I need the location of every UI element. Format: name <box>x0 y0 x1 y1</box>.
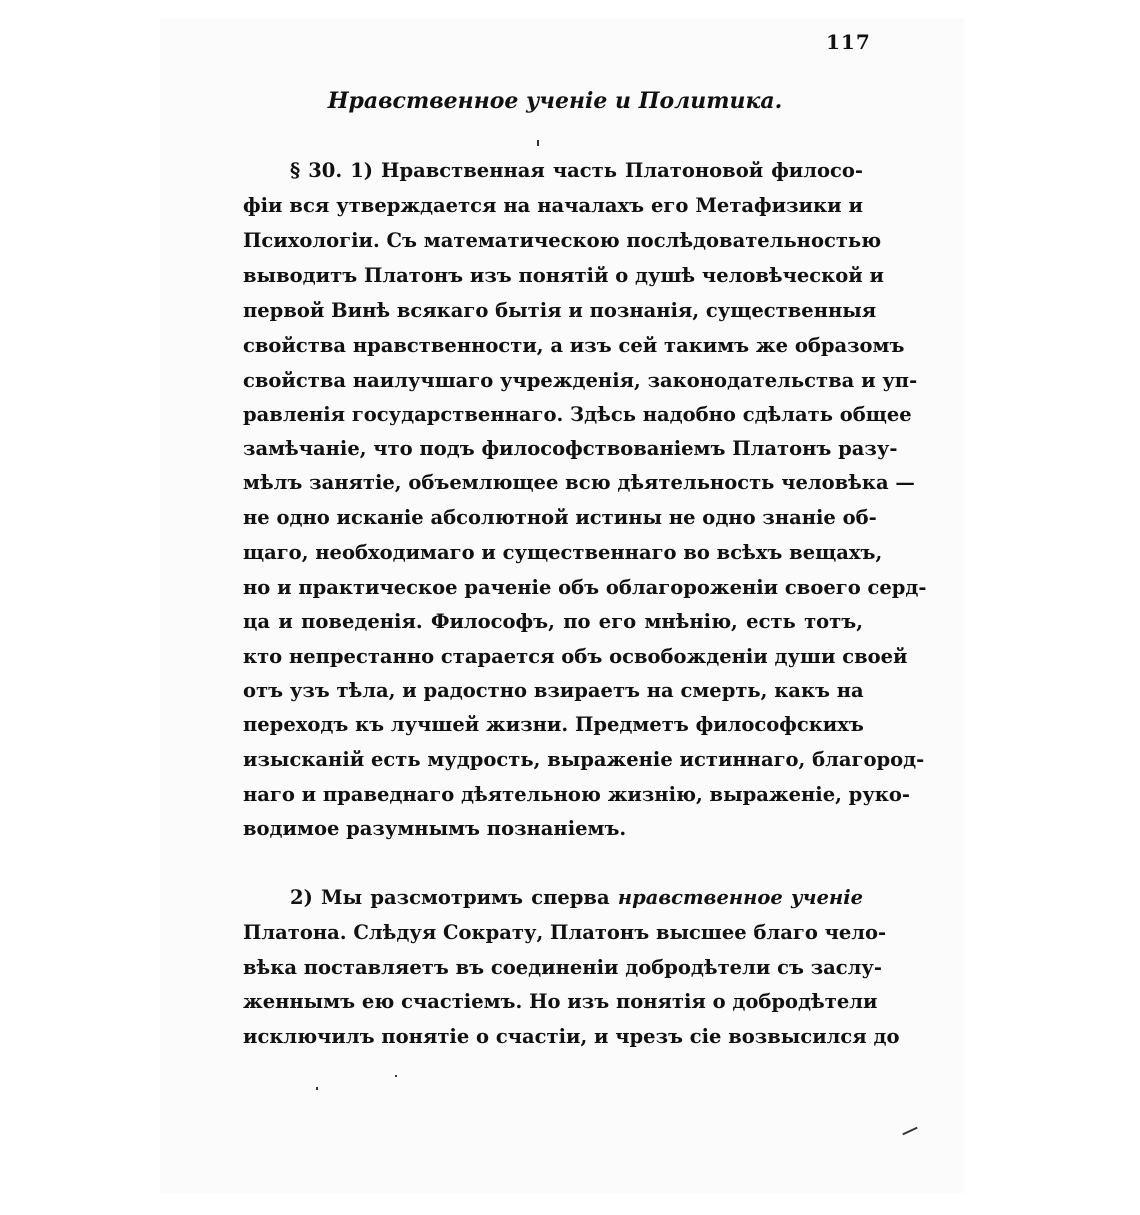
scan-speck <box>395 1075 397 1077</box>
p1-line-11: не одно исканіе абсолютной истины не одно знаніе об- <box>243 506 877 529</box>
scan-speck <box>316 1087 318 1090</box>
p1-line-6: свойства нравственности, а изъ сей такимъ же образомъ <box>243 334 905 357</box>
p1-line-2: фіи вся утверждается на началахъ его Метафизики и <box>243 194 863 217</box>
scan-speck <box>537 140 539 146</box>
p1-line-20: водимое разумнымъ познаніемъ. <box>243 817 627 840</box>
p2-line-2: Платона. Слѣдуя Сократу, Платонъ высшее благо чело- <box>243 921 887 944</box>
p2-line-1-text: 2) Мы разсмотримъ сперва <box>290 886 610 909</box>
p1-line-12: щаго, необходимаго и существеннаго во всѣхъ вещахъ, <box>243 541 883 564</box>
p1-line-18: изысканій есть мудрость, выраженіе истиннаго, благород- <box>243 748 925 771</box>
p2-line-3: вѣка поставляетъ въ соединеніи добродѣтели съ заслу- <box>243 956 882 979</box>
p1-line-3: Психологіи. Съ математическою послѣдовательностью <box>243 229 882 252</box>
p1-line-7: свойства наилучшаго учрежденія, законодательства и уп- <box>243 369 918 392</box>
p1-line-14: ца и поведенія. Философъ, по его мнѣнію, есть тотъ, <box>243 610 863 633</box>
p1-line-10: мѣлъ занятіе, объемлющее всю дѣятельность человѣка — <box>243 471 915 494</box>
p1-line-19: наго и праведнаго дѣятельною жизнію, выраженіе, руко- <box>243 783 910 806</box>
section-heading: Нравственное ученіе и Политика. <box>327 88 783 114</box>
p1-line-17: переходъ къ лучшей жизни. Предметъ философскихъ <box>243 713 864 736</box>
p1-line-8: равленія государственнаго. Здѣсь надобно сдѣлать общее <box>243 403 912 426</box>
p2-line-1-emphasis: нравственное ученіе <box>617 886 864 909</box>
p1-line-16: отъ узъ тѣла, и радостно взираетъ на смерть, какъ на <box>243 679 864 702</box>
p1-line-15: кто непрестанно старается объ освобожденіи души своей <box>243 645 908 668</box>
p1-line-5: первой Винѣ всякаго бытія и познанія, существенныя <box>243 299 877 322</box>
p2-line-4: женнымъ ею счастіемъ. Но изъ понятія о добродѣтели <box>243 990 878 1013</box>
p1-line-4: выводитъ Платонъ изъ понятій о душѣ человѣческой и <box>243 264 884 287</box>
p1-line-1: § 30. 1) Нравственная часть Платоновой филосо- <box>290 159 863 182</box>
page-number: 117 <box>826 30 871 54</box>
p1-line-13: но и практическое раченіе объ облагороженіи своего серд- <box>243 576 927 599</box>
p1-line-9: замѣчаніе, что подъ философствованіемъ Платонъ разу- <box>243 437 898 460</box>
p2-line-5: исключилъ понятіе о счастіи, и чрезъ сіе возвысился до <box>243 1025 900 1048</box>
p2-line-1 <box>290 881 863 915</box>
